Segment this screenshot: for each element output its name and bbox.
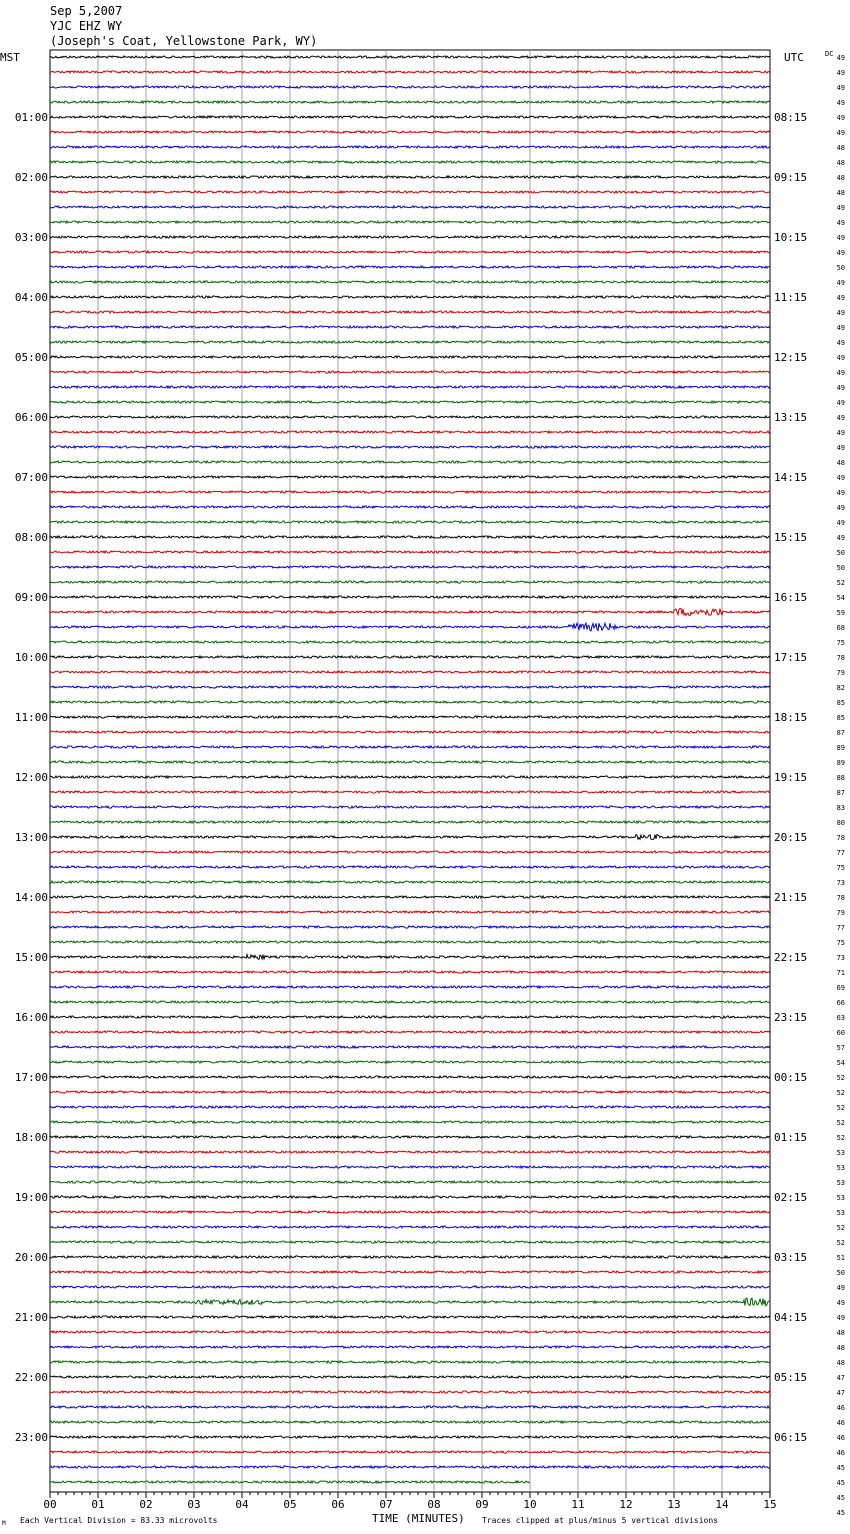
station-title: YJC EHZ WY bbox=[50, 19, 123, 33]
trace-line-15 bbox=[50, 266, 770, 268]
mst-hour-label: 16:00 bbox=[14, 1011, 48, 1024]
trace-line-31 bbox=[50, 506, 770, 508]
trace-line-66 bbox=[50, 1031, 770, 1033]
dc-offset-value: 52 bbox=[836, 1119, 845, 1127]
trace-line-36 bbox=[50, 581, 770, 583]
trace-line-53 bbox=[50, 834, 770, 839]
trace-line-69 bbox=[50, 1076, 770, 1078]
trace-line-7 bbox=[50, 146, 770, 148]
dc-offset-value: 53 bbox=[836, 1194, 845, 1202]
dc-offset-value: 48 bbox=[836, 159, 845, 167]
trace-line-79 bbox=[50, 1226, 770, 1228]
trace-line-30 bbox=[50, 491, 770, 493]
corner-mark: M bbox=[2, 1520, 6, 1527]
x-tick-label: 14 bbox=[715, 1498, 729, 1511]
dc-offset-value: 83 bbox=[836, 804, 845, 812]
trace-line-50 bbox=[50, 791, 770, 793]
trace-line-75 bbox=[50, 1166, 770, 1168]
trace-line-47 bbox=[50, 746, 770, 748]
utc-hour-label: 10:15 bbox=[774, 231, 808, 244]
dc-offset-value: 48 bbox=[836, 1344, 845, 1352]
trace-line-35 bbox=[50, 566, 770, 568]
dc-offset-value: 89 bbox=[836, 744, 845, 752]
x-tick-label: 07 bbox=[379, 1498, 393, 1511]
trace-line-40 bbox=[50, 641, 770, 643]
dc-offset-value: 89 bbox=[836, 759, 845, 767]
trace-line-63 bbox=[50, 986, 770, 988]
dc-offset-value: 49 bbox=[836, 249, 845, 257]
trace-line-68 bbox=[50, 1061, 770, 1063]
dc-offset-value: 49 bbox=[836, 294, 845, 302]
dc-offset-value: 48 bbox=[836, 189, 845, 197]
utc-hour-label: 11:15 bbox=[774, 291, 808, 304]
dc-offset-value: 66 bbox=[836, 999, 845, 1007]
dc-offset-value: 52 bbox=[836, 1104, 845, 1112]
dc-offset-value: 75 bbox=[836, 639, 845, 647]
dc-offset-value: 49 bbox=[836, 309, 845, 317]
trace-line-95 bbox=[50, 1466, 770, 1468]
utc-hour-label: 02:15 bbox=[774, 1191, 808, 1204]
mst-axis-label: MST bbox=[0, 51, 20, 64]
trace-line-86 bbox=[50, 1331, 770, 1333]
dc-offset-value: 49 bbox=[836, 354, 845, 362]
dc-offset-value: 49 bbox=[836, 1299, 845, 1307]
utc-hour-label: 04:15 bbox=[774, 1311, 808, 1324]
dc-offset-value: 69 bbox=[836, 984, 845, 992]
location-title: (Joseph's Coat, Yellowstone Park, WY) bbox=[50, 34, 318, 48]
trace-line-49 bbox=[50, 776, 770, 778]
trace-line-41 bbox=[50, 656, 770, 658]
trace-line-39 bbox=[50, 623, 770, 631]
dc-offset-value: 73 bbox=[836, 879, 845, 887]
utc-hour-label: 00:15 bbox=[774, 1071, 808, 1084]
trace-line-55 bbox=[50, 866, 770, 868]
utc-hour-label: 05:15 bbox=[774, 1371, 808, 1384]
mst-hour-label: 12:00 bbox=[14, 771, 48, 784]
mst-hour-label: 07:00 bbox=[14, 471, 48, 484]
mst-hour-label: 11:00 bbox=[14, 711, 48, 724]
trace-line-72 bbox=[50, 1121, 770, 1123]
dc-offset-value: 52 bbox=[836, 1074, 845, 1082]
mst-hour-label: 06:00 bbox=[14, 411, 48, 424]
utc-hour-label: 21:15 bbox=[774, 891, 808, 904]
dc-offset-value: 78 bbox=[836, 834, 845, 842]
mst-hour-label: 19:00 bbox=[14, 1191, 48, 1204]
trace-line-8 bbox=[50, 161, 770, 163]
dc-offset-value: 79 bbox=[836, 669, 845, 677]
dc-offset-value: 51 bbox=[836, 1254, 845, 1262]
trace-line-45 bbox=[50, 716, 770, 718]
mst-hour-label: 13:00 bbox=[14, 831, 48, 844]
utc-hour-label: 15:15 bbox=[774, 531, 808, 544]
dc-offset-value: 49 bbox=[836, 279, 845, 287]
trace-line-2 bbox=[50, 71, 770, 73]
trace-line-46 bbox=[50, 731, 770, 733]
mst-hour-label: 08:00 bbox=[14, 531, 48, 544]
dc-label: DC bbox=[825, 50, 834, 58]
dc-offset-value: 49 bbox=[836, 54, 845, 62]
trace-line-38 bbox=[50, 608, 770, 615]
trace-line-77 bbox=[50, 1196, 770, 1198]
trace-line-4 bbox=[50, 101, 770, 103]
trace-line-83 bbox=[50, 1286, 770, 1288]
dc-offset-value: 52 bbox=[836, 579, 845, 587]
dc-offset-value: 75 bbox=[836, 939, 845, 947]
trace-line-71 bbox=[50, 1106, 770, 1108]
dc-offset-value: 50 bbox=[836, 549, 845, 557]
dc-offset-value: 49 bbox=[836, 519, 845, 527]
trace-line-18 bbox=[50, 311, 770, 313]
utc-hour-label: 18:15 bbox=[774, 711, 808, 724]
mst-hour-label: 18:00 bbox=[14, 1131, 48, 1144]
trace-line-24 bbox=[50, 401, 770, 403]
trace-line-29 bbox=[50, 476, 770, 478]
dc-offset-value: 49 bbox=[836, 399, 845, 407]
dc-offset-value: 71 bbox=[836, 969, 845, 977]
trace-line-67 bbox=[50, 1046, 770, 1048]
trace-line-60 bbox=[50, 941, 770, 943]
dc-offset-value: 49 bbox=[836, 414, 845, 422]
dc-offset-value: 85 bbox=[836, 699, 845, 707]
dc-offset-value: 49 bbox=[836, 504, 845, 512]
dc-offset-value: 49 bbox=[836, 84, 845, 92]
clip-note: Traces clipped at plus/minus 5 vertical divisions bbox=[482, 1516, 719, 1525]
dc-offset-value: 77 bbox=[836, 924, 845, 932]
dc-offset-value: 68 bbox=[836, 624, 845, 632]
dc-offset-value: 48 bbox=[836, 174, 845, 182]
utc-hour-label: 20:15 bbox=[774, 831, 808, 844]
dc-offset-value: 50 bbox=[836, 1269, 845, 1277]
dc-offset-value: 75 bbox=[836, 864, 845, 872]
dc-offset-value: 50 bbox=[836, 564, 845, 572]
utc-hour-label: 03:15 bbox=[774, 1251, 808, 1264]
trace-line-37 bbox=[50, 596, 770, 598]
utc-axis-label: UTC bbox=[784, 51, 804, 64]
dc-offset-value: 78 bbox=[836, 654, 845, 662]
trace-line-42 bbox=[50, 671, 770, 673]
dc-offset-value: 49 bbox=[836, 429, 845, 437]
mst-hour-label: 15:00 bbox=[14, 951, 48, 964]
x-tick-label: 01 bbox=[91, 1498, 105, 1511]
trace-line-90 bbox=[50, 1391, 770, 1393]
mst-hour-label: 17:00 bbox=[14, 1071, 48, 1084]
dc-offset-value: 45 bbox=[836, 1479, 845, 1487]
trace-line-17 bbox=[50, 296, 770, 298]
trace-line-61 bbox=[50, 955, 770, 960]
x-tick-label: 03 bbox=[187, 1498, 201, 1511]
utc-hour-label: 09:15 bbox=[774, 171, 808, 184]
trace-line-23 bbox=[50, 386, 770, 388]
scale-note: Each Vertical Division = 83.33 microvolts bbox=[20, 1516, 218, 1525]
dc-offset-value: 79 bbox=[836, 909, 845, 917]
trace-line-9 bbox=[50, 176, 770, 178]
dc-offset-value: 48 bbox=[836, 1359, 845, 1367]
dc-offset-value: 77 bbox=[836, 849, 845, 857]
trace-line-80 bbox=[50, 1241, 770, 1243]
trace-line-43 bbox=[50, 686, 770, 688]
dc-offset-value: 57 bbox=[836, 1044, 845, 1052]
utc-hour-label: 06:15 bbox=[774, 1431, 808, 1444]
trace-line-88 bbox=[50, 1361, 770, 1363]
trace-line-57 bbox=[50, 896, 770, 898]
trace-line-48 bbox=[50, 761, 770, 763]
trace-line-28 bbox=[50, 461, 770, 463]
mst-hour-label: 23:00 bbox=[14, 1431, 48, 1444]
trace-line-65 bbox=[50, 1016, 770, 1018]
dc-offset-value: 45 bbox=[836, 1464, 845, 1472]
dc-offset-value: 46 bbox=[836, 1449, 845, 1457]
dc-offset-value: 52 bbox=[836, 1134, 845, 1142]
dc-offset-value: 53 bbox=[836, 1164, 845, 1172]
trace-line-27 bbox=[50, 446, 770, 448]
trace-line-11 bbox=[50, 206, 770, 208]
dc-offset-value: 60 bbox=[836, 1029, 845, 1037]
trace-line-91 bbox=[50, 1406, 770, 1408]
trace-line-81 bbox=[50, 1256, 770, 1258]
dc-offset-value: 49 bbox=[836, 204, 845, 212]
trace-lines bbox=[50, 56, 770, 1483]
x-tick-label: 06 bbox=[331, 1498, 345, 1511]
trace-line-13 bbox=[50, 236, 770, 238]
trace-line-33 bbox=[50, 536, 770, 538]
mst-hour-label: 14:00 bbox=[14, 891, 48, 904]
dc-offset-value: 85 bbox=[836, 714, 845, 722]
mst-hour-label: 10:00 bbox=[14, 651, 48, 664]
dc-offset-value: 46 bbox=[836, 1434, 845, 1442]
dc-offset-value: 50 bbox=[836, 264, 845, 272]
trace-line-73 bbox=[50, 1136, 770, 1138]
dc-offset-value: 59 bbox=[836, 609, 845, 617]
utc-hour-label: 22:15 bbox=[774, 951, 808, 964]
dc-offset-value: 63 bbox=[836, 1014, 845, 1022]
dc-offset-value: 87 bbox=[836, 729, 845, 737]
mst-hour-label: 03:00 bbox=[14, 231, 48, 244]
axis-labels bbox=[0, 50, 833, 1527]
dc-offset-value: 53 bbox=[836, 1209, 845, 1217]
dc-offset-value: 73 bbox=[836, 954, 845, 962]
dc-offset-value: 54 bbox=[836, 1059, 845, 1067]
date-title: Sep 5,2007 bbox=[50, 4, 123, 18]
trace-line-3 bbox=[50, 86, 770, 88]
mst-hour-label: 01:00 bbox=[14, 111, 48, 124]
trace-line-12 bbox=[50, 221, 770, 223]
mst-hour-label: 09:00 bbox=[14, 591, 48, 604]
dc-offset-value: 49 bbox=[836, 534, 845, 542]
dc-offset-value: 54 bbox=[836, 594, 845, 602]
dc-offset-value: 47 bbox=[836, 1389, 845, 1397]
dc-offset-value: 49 bbox=[836, 324, 845, 332]
mst-hour-label: 05:00 bbox=[14, 351, 48, 364]
trace-line-19 bbox=[50, 326, 770, 328]
mst-hour-label: 20:00 bbox=[14, 1251, 48, 1264]
utc-hour-label: 17:15 bbox=[774, 651, 808, 664]
trace-line-70 bbox=[50, 1091, 770, 1093]
dc-offset-value: 52 bbox=[836, 1224, 845, 1232]
trace-line-93 bbox=[50, 1436, 770, 1438]
dc-offset-value: 49 bbox=[836, 489, 845, 497]
trace-line-94 bbox=[50, 1451, 770, 1453]
x-tick-label: 15 bbox=[763, 1498, 777, 1511]
dc-offset-value: 49 bbox=[836, 444, 845, 452]
x-tick-label: 10 bbox=[523, 1498, 537, 1511]
dc-offset-value: 52 bbox=[836, 1089, 845, 1097]
trace-line-78 bbox=[50, 1211, 770, 1213]
trace-line-56 bbox=[50, 881, 770, 883]
trace-line-58 bbox=[50, 911, 770, 913]
trace-line-32 bbox=[50, 521, 770, 523]
trace-line-85 bbox=[50, 1316, 770, 1318]
utc-hour-label: 13:15 bbox=[774, 411, 808, 424]
trace-line-26 bbox=[50, 431, 770, 433]
dc-offset-value: 88 bbox=[836, 774, 845, 782]
utc-hour-label: 12:15 bbox=[774, 351, 808, 364]
trace-line-51 bbox=[50, 806, 770, 808]
dc-offset-value: 45 bbox=[836, 1509, 845, 1517]
trace-line-87 bbox=[50, 1346, 770, 1348]
utc-hour-label: 08:15 bbox=[774, 111, 808, 124]
trace-line-76 bbox=[50, 1181, 770, 1183]
trace-line-59 bbox=[50, 926, 770, 928]
dc-offset-value: 48 bbox=[836, 459, 845, 467]
trace-line-82 bbox=[50, 1271, 770, 1273]
trace-line-22 bbox=[50, 371, 770, 373]
trace-line-20 bbox=[50, 341, 770, 343]
dc-offset-value: 49 bbox=[836, 1314, 845, 1322]
x-tick-label: 12 bbox=[619, 1498, 633, 1511]
dc-offset-value: 49 bbox=[836, 339, 845, 347]
trace-line-21 bbox=[50, 356, 770, 358]
dc-offset-value: 49 bbox=[836, 369, 845, 377]
dc-offset-value: 49 bbox=[836, 219, 845, 227]
trace-line-52 bbox=[50, 821, 770, 823]
trace-line-5 bbox=[50, 116, 770, 118]
trace-line-6 bbox=[50, 131, 770, 133]
dc-offset-value: 49 bbox=[836, 129, 845, 137]
mst-hour-label: 02:00 bbox=[14, 171, 48, 184]
dc-offset-value: 48 bbox=[836, 1329, 845, 1337]
dc-offset-value: 53 bbox=[836, 1179, 845, 1187]
utc-hour-label: 23:15 bbox=[774, 1011, 808, 1024]
trace-line-84 bbox=[50, 1298, 770, 1306]
x-tick-label: 09 bbox=[475, 1498, 489, 1511]
utc-hour-label: 01:15 bbox=[774, 1131, 808, 1144]
utc-hour-label: 14:15 bbox=[774, 471, 808, 484]
dc-offset-value: 49 bbox=[836, 99, 845, 107]
trace-line-16 bbox=[50, 281, 770, 283]
dc-offset-value: 47 bbox=[836, 1374, 845, 1382]
trace-line-74 bbox=[50, 1151, 770, 1153]
x-tick-label: 08 bbox=[427, 1498, 441, 1511]
dc-offset-value: 53 bbox=[836, 1149, 845, 1157]
dc-offset-value: 49 bbox=[836, 1284, 845, 1292]
dc-offset-value: 45 bbox=[836, 1494, 845, 1502]
mst-hour-label: 22:00 bbox=[14, 1371, 48, 1384]
mst-hour-label: 04:00 bbox=[14, 291, 48, 304]
dc-offset-value: 82 bbox=[836, 684, 845, 692]
dc-offset-value: 80 bbox=[836, 819, 845, 827]
mst-hour-label: 21:00 bbox=[14, 1311, 48, 1324]
trace-line-64 bbox=[50, 1001, 770, 1003]
trace-line-62 bbox=[50, 971, 770, 973]
trace-line-14 bbox=[50, 251, 770, 253]
dc-offset-value: 48 bbox=[836, 144, 845, 152]
x-axis-label: TIME (MINUTES) bbox=[372, 1512, 465, 1525]
dc-offset-value: 49 bbox=[836, 69, 845, 77]
utc-hour-label: 16:15 bbox=[774, 591, 808, 604]
x-tick-label: 13 bbox=[667, 1498, 681, 1511]
dc-offset-value: 87 bbox=[836, 789, 845, 797]
dc-offset-value: 49 bbox=[836, 114, 845, 122]
dc-offset-value: 49 bbox=[836, 384, 845, 392]
trace-line-25 bbox=[50, 416, 770, 418]
x-tick-label: 02 bbox=[139, 1498, 153, 1511]
dc-offset-value: 49 bbox=[836, 234, 845, 242]
trace-line-54 bbox=[50, 851, 770, 853]
dc-offset-value: 46 bbox=[836, 1419, 845, 1427]
dc-offset-value: 49 bbox=[836, 474, 845, 482]
x-tick-label: 11 bbox=[571, 1498, 585, 1511]
trace-line-34 bbox=[50, 551, 770, 553]
trace-line-92 bbox=[50, 1421, 770, 1423]
x-tick-label: 04 bbox=[235, 1498, 249, 1511]
utc-hour-label: 19:15 bbox=[774, 771, 808, 784]
dc-offset-value: 46 bbox=[836, 1404, 845, 1412]
trace-line-89 bbox=[50, 1376, 770, 1378]
dc-offset-value: 78 bbox=[836, 894, 845, 902]
x-tick-label: 00 bbox=[43, 1498, 57, 1511]
trace-line-10 bbox=[50, 191, 770, 193]
trace-line-44 bbox=[50, 701, 770, 703]
x-tick-label: 05 bbox=[283, 1498, 297, 1511]
dc-offset-value: 52 bbox=[836, 1239, 845, 1247]
trace-line-1 bbox=[50, 56, 770, 58]
